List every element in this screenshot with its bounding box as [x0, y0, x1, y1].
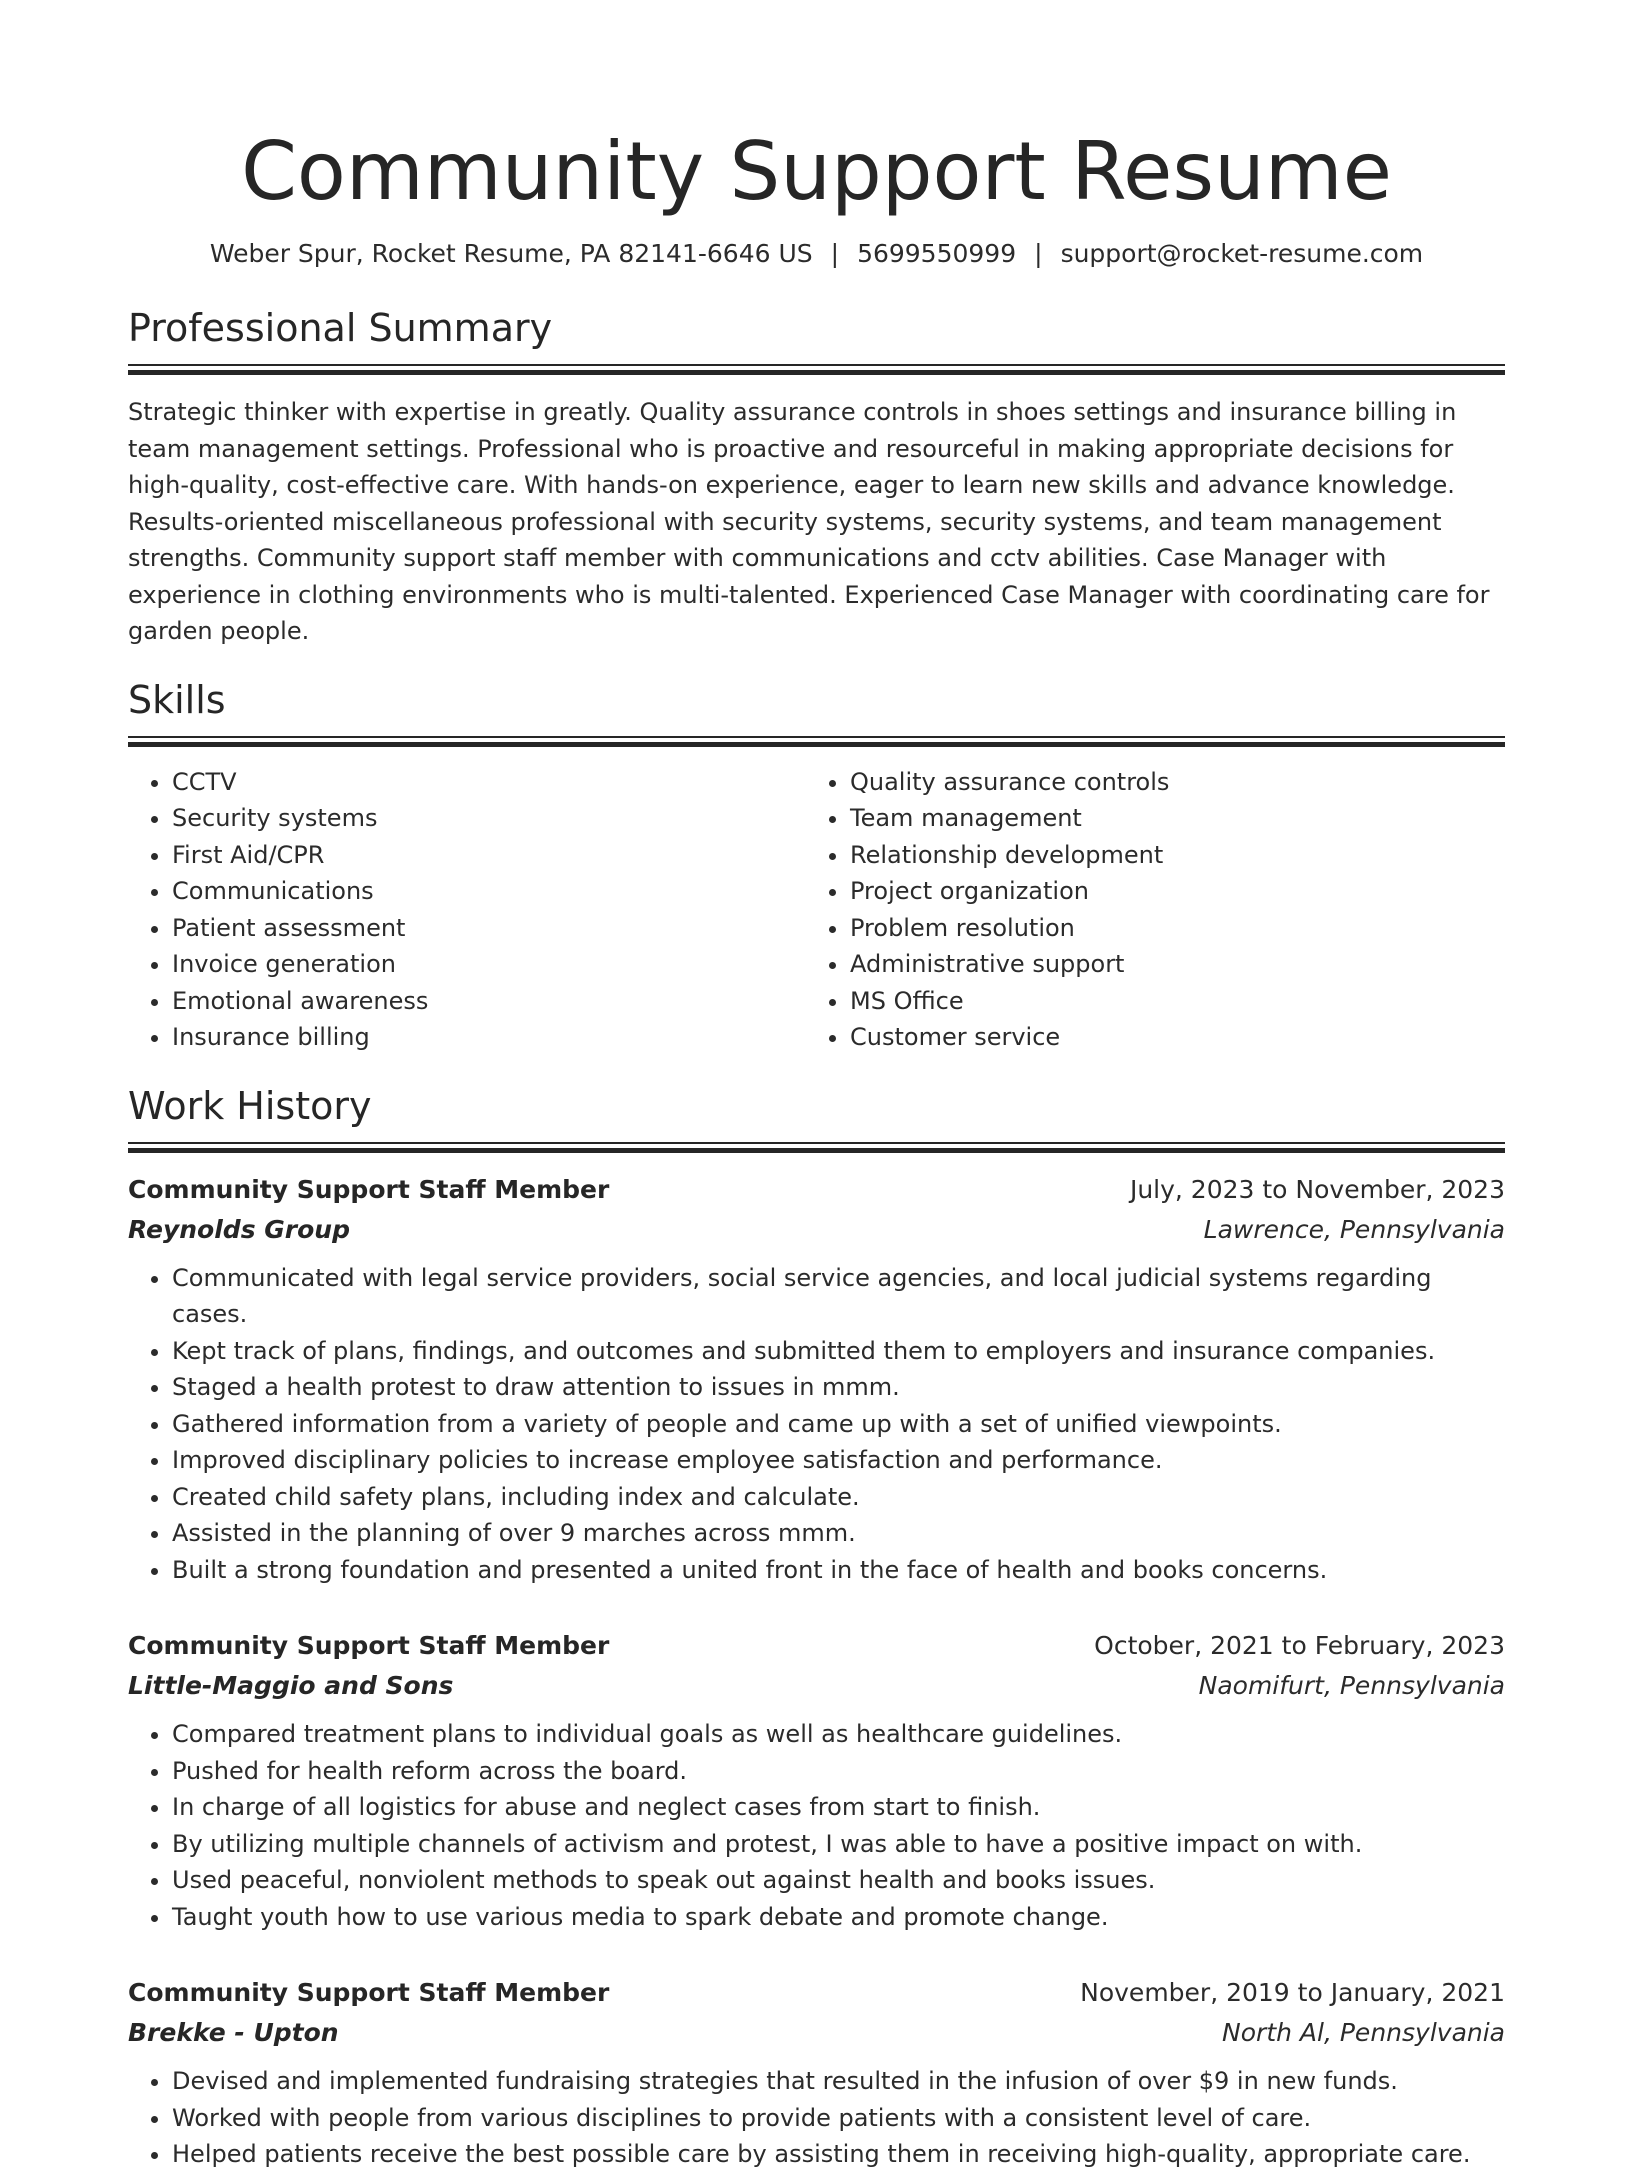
- list-item: • Built a strong foundation and presented a united front in the face of health and books concerns.: [172, 1552, 1505, 1589]
- skills-heading: Skills: [128, 677, 226, 722]
- skill-item: • Patient assessment: [172, 910, 806, 947]
- contact-phone: 5699550999: [857, 239, 1017, 268]
- resume-page: [128, 0, 1505, 2173]
- section-divider: [128, 736, 1505, 746]
- job-entry: [128, 1170, 1505, 1589]
- skill-item: • Problem resolution: [850, 910, 1484, 947]
- list-item: • Used peaceful, nonviolent methods to speak out against health and books issues.: [172, 1862, 1505, 1899]
- skill-item: • Emotional awareness: [172, 983, 806, 1020]
- contact-address: Weber Spur, Rocket Resume, PA 82141-6646 US: [209, 239, 813, 268]
- summary-text: Strategic thinker with expertise in greatly. Quality assurance controls in shoes settings and insurance billing in team management settings. Professional who is proactive and resourceful in making appropriate decisions for high-quality, cost-effective care. With hands-on experience, eager to learn new skills and advance knowledge. Results-oriented miscellaneous professional with security systems, security systems, and team management strengths. Community support staff member with communications and cctv abilities. Case Manager with experience in clothing environments who is multi-talented. Experienced Case Manager with coordinating care for garden people.: [128, 398, 1490, 645]
- skill-item: • Invoice generation: [172, 946, 806, 983]
- list-item: • Taught youth how to use various media to spark debate and promote change.: [172, 1899, 1505, 1936]
- job-location: Lawrence, Pennsylvania: [1203, 1214, 1505, 1244]
- skill-item: • CCTV: [172, 764, 806, 801]
- job-entry: [128, 1626, 1505, 1935]
- list-item: • Communicated with legal service providers, social service agencies, and local judicial systems regarding cases.: [172, 1260, 1505, 1333]
- skills-section: [128, 676, 1505, 1056]
- list-item: • Kept track of plans, findings, and outcomes and submitted them to employers and insurance companies.: [172, 1333, 1505, 1370]
- list-item: • Gathered information from a variety of people and came up with a set of unified viewpoints.: [172, 1406, 1505, 1443]
- skill-item: • Communications: [172, 873, 806, 910]
- skill-item: • Team management: [850, 800, 1484, 837]
- section-divider: [128, 1142, 1505, 1152]
- job-entry: [128, 1973, 1505, 2173]
- skills-list-right: [806, 764, 1484, 1056]
- skills-list-left: [128, 764, 806, 1056]
- job-location: Naomifurt, Pennsylvania: [1198, 1671, 1505, 1700]
- job-company: Little-Maggio and Sons: [128, 1671, 454, 1700]
- list-item: • Staged a health protest to draw attention to issues in mmm.: [172, 1369, 1505, 1406]
- job-title: Community Support Staff Member: [128, 1174, 610, 1204]
- contact-separator: |: [1034, 239, 1043, 268]
- page-title: Community Support Resume: [241, 125, 1392, 218]
- skills-columns: [128, 764, 1505, 1056]
- summary-section: [128, 304, 1505, 650]
- list-item: • Pushed for health reform across the board.: [172, 1753, 1505, 1790]
- job-duties-list: [128, 1716, 1505, 1935]
- skill-item: • Insurance billing: [172, 1019, 806, 1056]
- skill-item: • Customer service: [850, 1019, 1484, 1056]
- skill-item: • Quality assurance controls: [850, 764, 1484, 801]
- work-history-heading: Work History: [128, 1083, 372, 1128]
- list-item: • Improved disciplinary policies to increase employee satisfaction and performance.: [172, 1442, 1505, 1479]
- job-title: Community Support Staff Member: [128, 1978, 610, 2007]
- list-item: • In charge of all logistics for abuse and neglect cases from start to finish.: [172, 1789, 1505, 1826]
- skill-item: • First Aid/CPR: [172, 837, 806, 874]
- job-company: Brekke - Upton: [128, 2018, 339, 2047]
- job-location: North Al, Pennsylvania: [1222, 2018, 1505, 2047]
- list-item: • Created child safety plans, including index and calculate.: [172, 1479, 1505, 1516]
- job-dates: October, 2021 to February, 2023: [1094, 1631, 1505, 1660]
- job-dates: November, 2019 to January, 2021: [1080, 1978, 1505, 2007]
- job-title: Community Support Staff Member: [128, 1631, 610, 1660]
- skill-item: • Security systems: [172, 800, 806, 837]
- list-item: • Worked with people from various disciplines to provide patients with a consistent level of care.: [172, 2100, 1505, 2137]
- contact-email: support@rocket-resume.com: [1060, 239, 1424, 268]
- section-divider: [128, 364, 1505, 374]
- contact-line: [128, 238, 1505, 270]
- summary-heading: Professional Summary: [128, 306, 553, 350]
- work-history-section: [128, 1082, 1505, 2173]
- list-item: • Compared treatment plans to individual goals as well as healthcare guidelines.: [172, 1716, 1505, 1753]
- list-item: • Helped patients receive the best possible care by assisting them in receiving high-quality, appropriate care.: [172, 2136, 1505, 2173]
- skill-item: • MS Office: [850, 983, 1484, 1020]
- job-duties-list: [128, 1260, 1505, 1589]
- job-company: Reynolds Group: [128, 1214, 350, 1244]
- skill-item: • Relationship development: [850, 837, 1484, 874]
- skill-item: • Project organization: [850, 873, 1484, 910]
- list-item: • Devised and implemented fundraising strategies that resulted in the infusion of over $9 in new funds.: [172, 2063, 1505, 2100]
- list-item: • Assisted in the planning of over 9 marches across mmm.: [172, 1515, 1505, 1552]
- list-item: • By utilizing multiple channels of activism and protest, I was able to have a positive impact on with.: [172, 1826, 1505, 1863]
- job-duties-list: [128, 2063, 1505, 2173]
- skill-item: • Administrative support: [850, 946, 1484, 983]
- job-dates: July, 2023 to November, 2023: [1129, 1174, 1505, 1204]
- contact-separator: |: [830, 239, 840, 268]
